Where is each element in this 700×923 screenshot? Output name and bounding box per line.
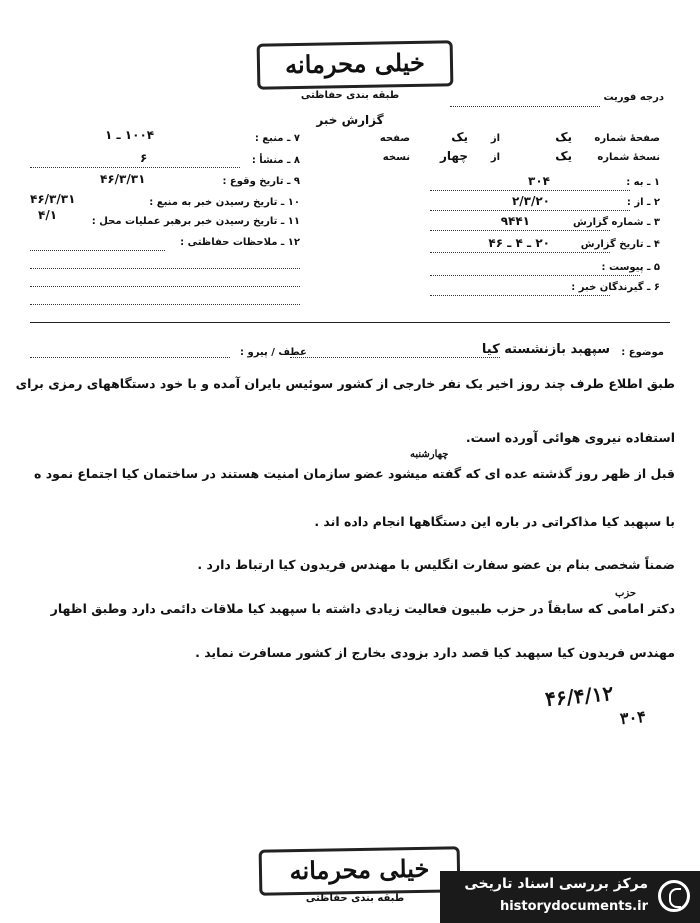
copy-number-label: نسخهٔ شماره [597,152,660,163]
page-total-value: یک [451,130,468,144]
body-line: دکتر امامی که سابقاً در حزب طبیون فعالیت زیادی داشته با سپهبد کیا ملاقات دائمی دارد وطبق اظهار [50,601,675,616]
report-date-label: ۴ ـ تاریخ گزارش [580,239,660,250]
event-date-label: ۹ ـ تاریخ وقوع : [222,176,300,187]
page-suffix-label: صفحه [379,133,410,144]
body-line: مهندس فریدون کیا سپهبد کیا قصد دارد بزودی بخارج از کشور مسافرت نماید . [195,645,675,660]
site-url: historydocuments.ir [499,899,648,914]
handwritten-annotation: ۳۰۴ [619,706,647,729]
to-label: ۱ ـ به : [626,177,660,188]
insert-note: چهارشنبه [410,449,449,460]
body-line: با سپهبد کیا مذاکراتی در باره این دستگاهها انجام داده اند . [314,514,675,529]
classification-label-bottom: طبقه بندی حفاظتی [305,893,405,904]
body-line: طبق اطلاع طرف چند روز اخیر یک نفر خارجی از کشور سوئیس بایران آمده و با خود دستگاههای رمزی برای [15,376,675,391]
page-of-label: از [490,133,500,144]
insert-note: حزب [615,588,637,599]
body-line: قبل از ظهر روز گذشته عده ای که گفته میشود عضو سازمان امنیت هستند در ساختمان کیا اجتماع نمود ه [33,466,675,481]
ops-receipt-date-label: ۱۱ ـ تاریخ رسیدن خبر برهبر عملیات محل : [91,216,300,227]
copy-number-value: یک [555,149,572,163]
source-receipt-date-value: ۴۶/۳/۳۱ [30,192,76,206]
report-date-value: ۲۰ ـ ۴ ـ ۴۶ [488,236,550,250]
page-number-value: یک [555,130,572,144]
copy-total-value: چهار [440,149,468,163]
handwritten-annotation: ۴۶/۴/۱۲ [544,681,615,711]
report-number-label: ۳ ـ شماره گزارش [573,217,660,228]
subject-label: موضوع : [621,347,664,358]
urgency-label: درجه فوریت [603,92,664,103]
event-date-value: ۴۶/۳/۳۱ [100,172,146,186]
security-notes-label: ۱۲ ـ ملاحظات حفاظتی : [180,237,300,248]
body-line: ضمناً شخصی بنام بن عضو سفارت انگلیس با مهندس فریدون کیا ارتباط دارد . [197,557,675,572]
to-value: ۳۰۴ [528,174,550,188]
classification-stamp: خیلی محرمانه [257,40,454,89]
page-number-label: صفحهٔ شماره [594,133,660,144]
watermark-banner [440,871,700,923]
reference-label: عطف / پیرو : [240,347,307,358]
org-name: مرکز بررسی اسناد تاریخی [464,876,648,892]
recipients-label: ۶ ـ گیرندگان خبر : [571,282,660,293]
subject-value: سپهبد بازنشسته کیا [481,342,610,357]
origin-label: ۸ ـ منشأ : [251,155,300,166]
separator [30,322,670,323]
form-title: گزارش خبر [316,113,384,127]
classification-stamp-bottom: خیلی محرمانه [259,846,461,896]
source-label: ۷ ـ منبع : [254,133,300,144]
source-receipt-date-label: ۱۰ ـ تاریخ رسیدن خبر به منبع : [149,197,300,208]
attachment-label: ۵ ـ پیوست : [601,262,660,273]
copy-suffix-label: نسخه [382,152,410,163]
origin-value: ۶ [140,151,148,165]
copy-of-label: از [490,152,500,163]
report-number-value: ۹۴۴۱ [500,214,530,228]
body-line: استفاده نیروی هوائی آورده است. [465,430,675,445]
source-value: ۱۰۰۴ ـ ۱ [105,128,155,142]
ops-receipt-date-value: ۴/۱ [38,208,58,222]
logo-icon [658,880,690,912]
classification-label: طبقه بندی حفاظتی [300,90,400,101]
from-label: ۲ ـ از : [626,197,660,208]
from-value: ۲/۳/۲۰ [511,194,550,208]
